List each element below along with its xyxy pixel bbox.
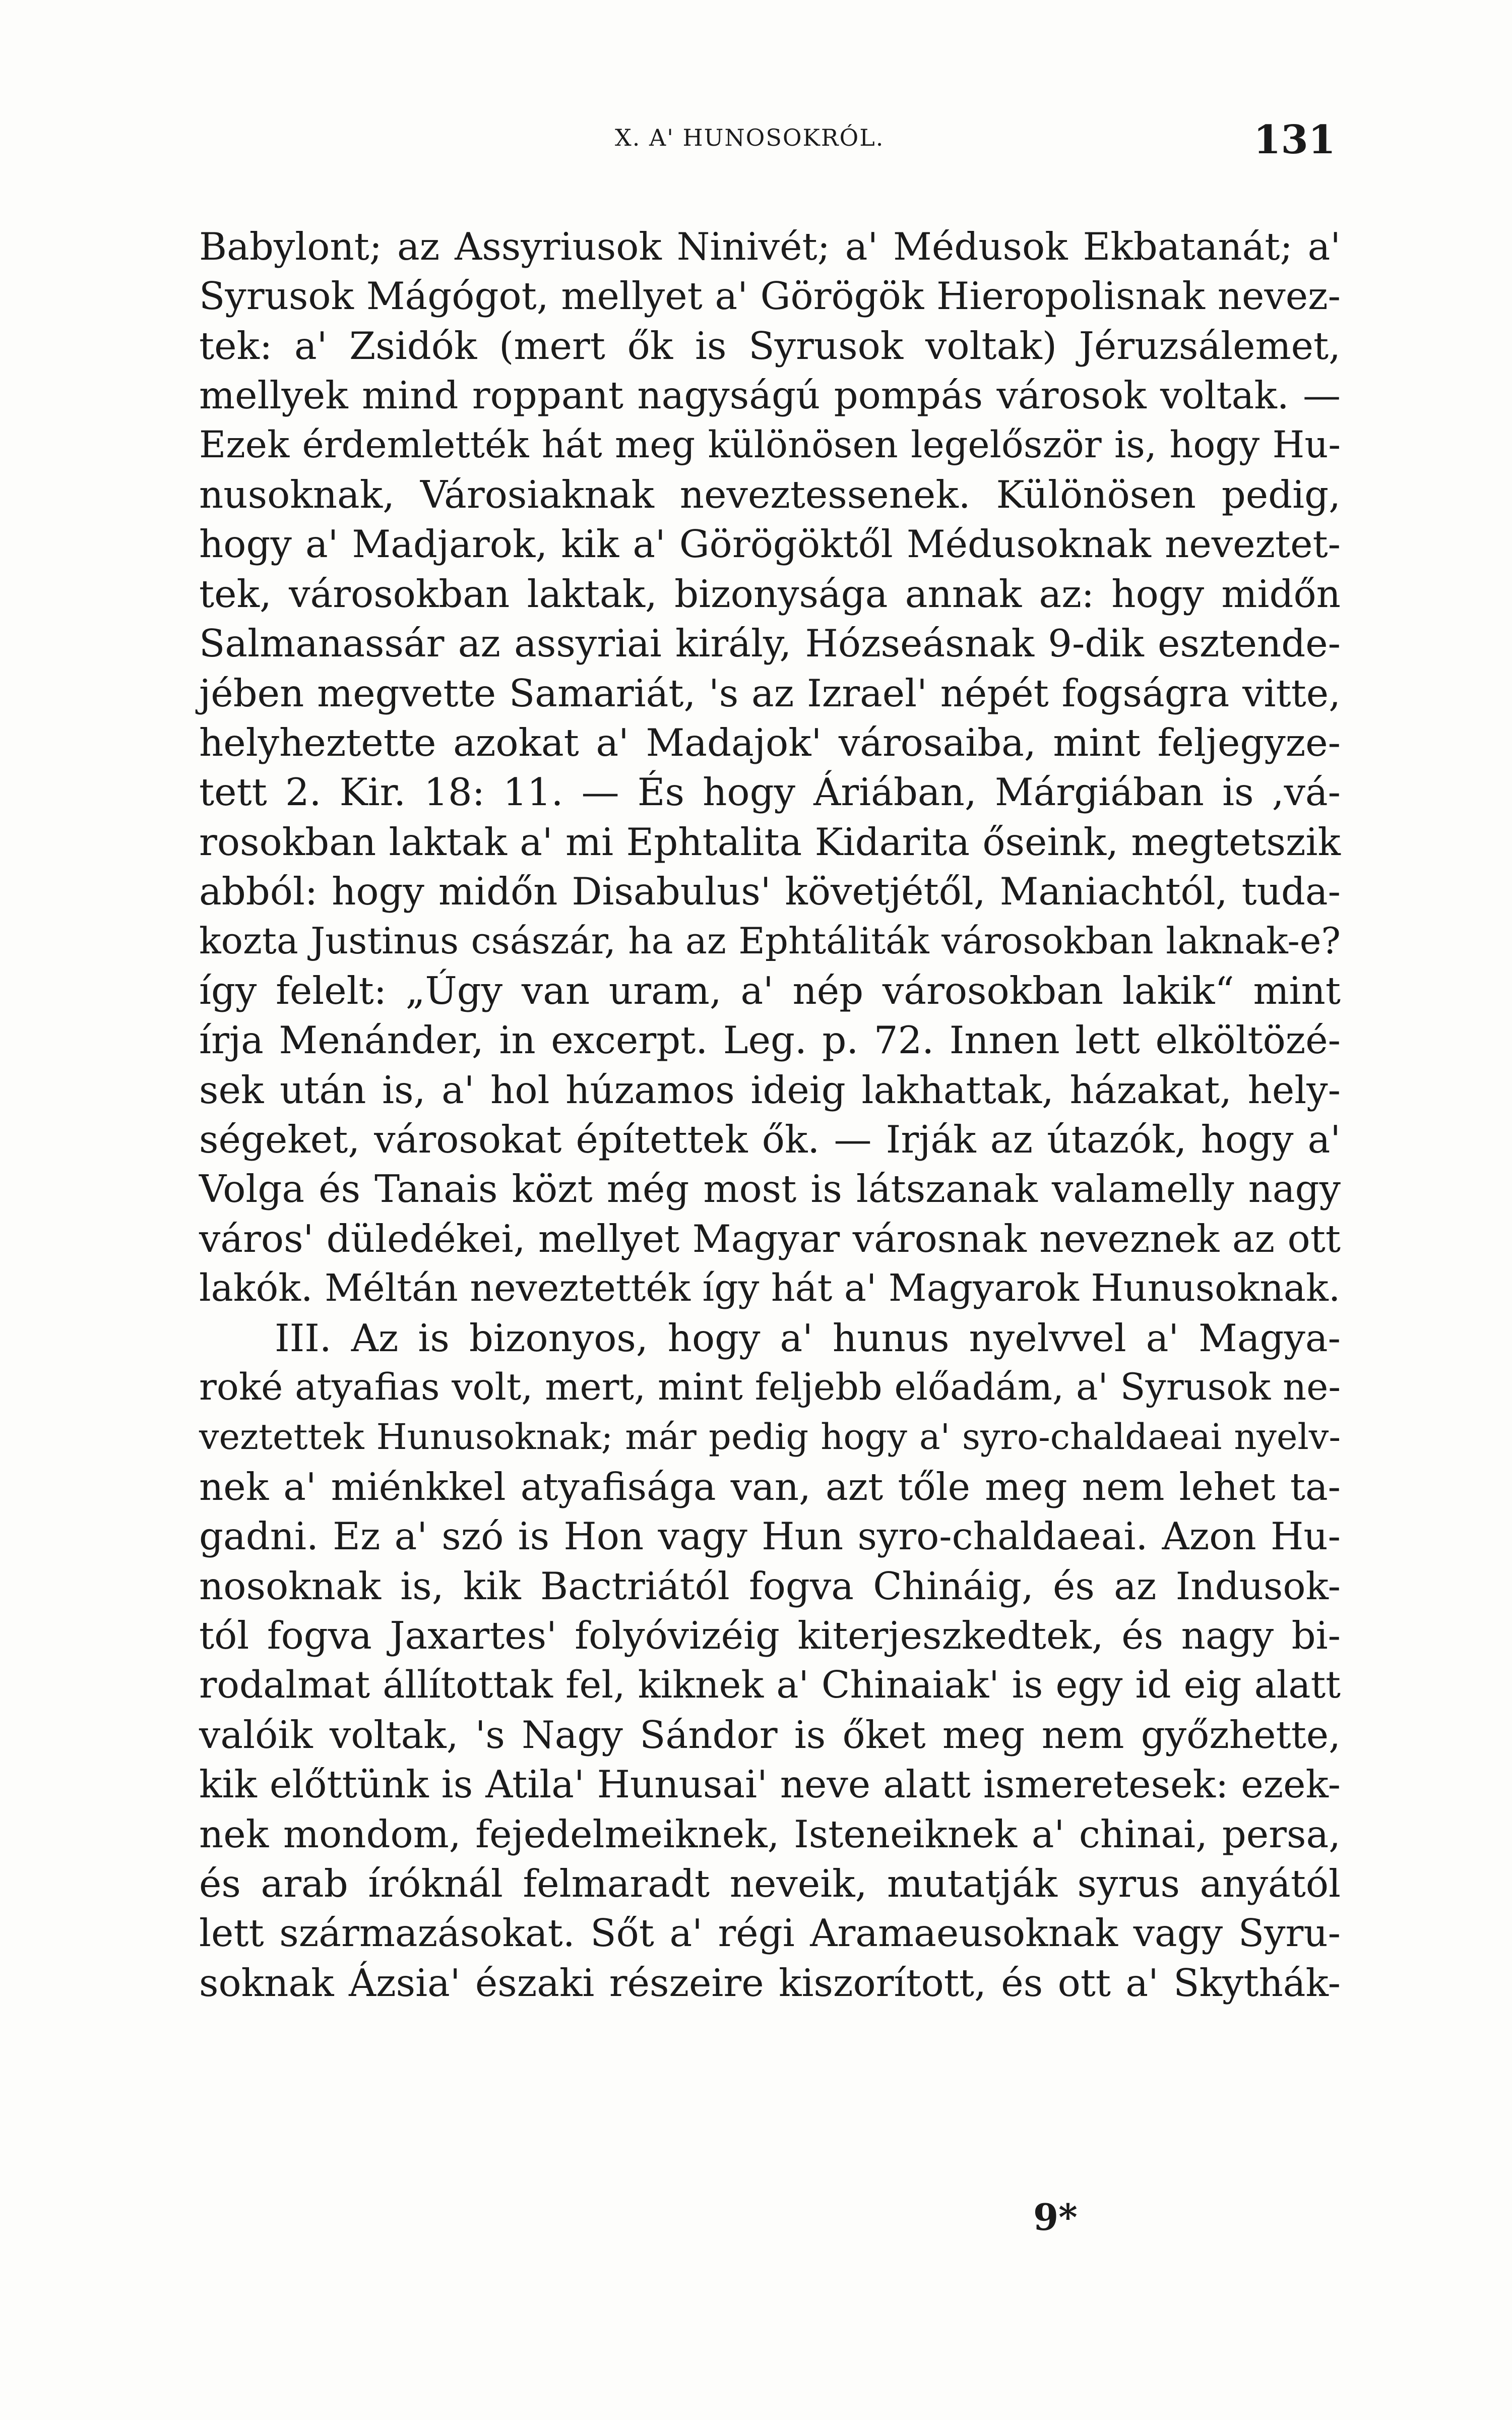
page-number: 131 xyxy=(1253,117,1336,163)
text-line: valóik voltak, 's Nagy Sándor is őket meg nem győzhette, xyxy=(199,1712,1341,1757)
text-line: rosokban laktak a' mi Ephtalita Kidarita őseink, megtetszik xyxy=(199,819,1341,864)
text-line: tett 2. Kir. 18: 11. — És hogy Áriában, Márgiában is ,vá- xyxy=(199,770,1341,815)
text-line: mellyek mind roppant nagyságú pompás városok voltak. — xyxy=(199,373,1341,418)
page-header xyxy=(600,117,1336,172)
text-line: ségeket, városokat építettek ők. — Irják az útazók, hogy a' xyxy=(199,1117,1341,1162)
text-line: kik előttünk is Atila' Hunusai' neve alatt ismeretesek: ezek- xyxy=(199,1762,1341,1807)
text-line: rodalmat állítottak fel, kiknek a' Chinaiak' is egy id eig alatt xyxy=(199,1663,1341,1707)
running-head: X. A' HUNOSOKRÓL. xyxy=(615,124,885,151)
text-line: Babylont; az Assyriusok Ninivét; a' Médusok Ekbatanát; a' xyxy=(199,224,1341,269)
text-line: Syrusok Mágógot, mellyet a' Görögök Hieropolisnak nevez- xyxy=(199,274,1341,319)
text-line: Ezek érdemlették hát meg különösen legelőször is, hogy Hu- xyxy=(199,423,1341,466)
text-line: Salmanassár az assyriai király, Hózseásnak 9-dik esztende- xyxy=(199,621,1341,666)
text-line: így felelt: „Úgy van uram, a' nép városokban lakik“ mint xyxy=(199,968,1341,1013)
text-line: lett származásokat. Sőt a' régi Aramaeusoknak vagy Syru- xyxy=(199,1911,1341,1956)
text-line: nusoknak, Városiaknak neveztessenek. Különösen pedig, xyxy=(199,472,1341,517)
text-line: kozta Justinus császár, ha az Ephtáliták városokban laknak-e? xyxy=(199,920,1341,962)
text-line: tól fogva Jaxartes' folyóvizéig kiterjeszkedtek, és nagy bi- xyxy=(199,1613,1341,1658)
text-line: hogy a' Madjarok, kik a' Görögöktől Médusoknak neveztet- xyxy=(199,522,1341,567)
text-line: helyheztette azokat a' Madajok' városaiba, mint feljegyze- xyxy=(199,720,1341,765)
text-line: jében megvette Samariát, 's az Izrael' népét fogságra vitte, xyxy=(199,671,1341,715)
text-line: nosoknak is, kik Bactriától fogva Chináig, és az Indusok- xyxy=(199,1563,1341,1608)
text-line: III. Az is bizonyos, hogy a' hunus nyelvvel a' Magya- xyxy=(275,1315,1341,1360)
text-line: nek a' miénkkel atyafisága van, azt tőle meg nem lehet ta- xyxy=(199,1464,1341,1509)
text-line: írja Menánder, in excerpt. Leg. p. 72. Innen lett elköltözé- xyxy=(199,1018,1341,1063)
text-line: tek: a' Zsidók (mert ők is Syrusok voltak) Jéruzsálemet, xyxy=(199,323,1341,368)
text-line: soknak Ázsia' északi részeire kiszorított, és ott a' Skythák- xyxy=(199,1960,1341,2005)
text-line: Volga és Tanais közt még most is látszanak valamelly nagy xyxy=(199,1167,1341,1212)
text-line: tek, városokban laktak, bizonysága annak az: hogy midőn xyxy=(199,571,1341,616)
text-line: város' düledékei, mellyet Magyar városnak neveznek az ott xyxy=(199,1216,1341,1261)
text-line: nek mondom, fejedelmeiknek, Isteneiknek a' chinai, persa, xyxy=(199,1811,1341,1856)
body-text xyxy=(199,222,1341,2008)
text-line: roké atyafias volt, mert, mint feljebb előadám, a' Syrusok ne- xyxy=(199,1365,1341,1409)
text-line: sek után is, a' hol húzamos ideig lakhattak, házakat, hely- xyxy=(199,1067,1341,1112)
text-line: veztettek Hunusoknak; már pedig hogy a' syro-chaldaeai nyelv- xyxy=(199,1416,1341,1458)
text-line: abból: hogy midőn Disabulus' követjétől, Maniachtól, tuda- xyxy=(199,869,1341,914)
signature-mark: 9* xyxy=(1033,2196,1078,2238)
text-line: lakók. Méltán neveztették így hát a' Magyarok Hunusoknak. xyxy=(199,1266,1341,1310)
text-line: gadni. Ez a' szó is Hon vagy Hun syro-chaldaeai. Azon Hu- xyxy=(199,1514,1341,1559)
text-line: és arab íróknál felmaradt neveik, mutatják syrus anyától xyxy=(199,1861,1341,1906)
